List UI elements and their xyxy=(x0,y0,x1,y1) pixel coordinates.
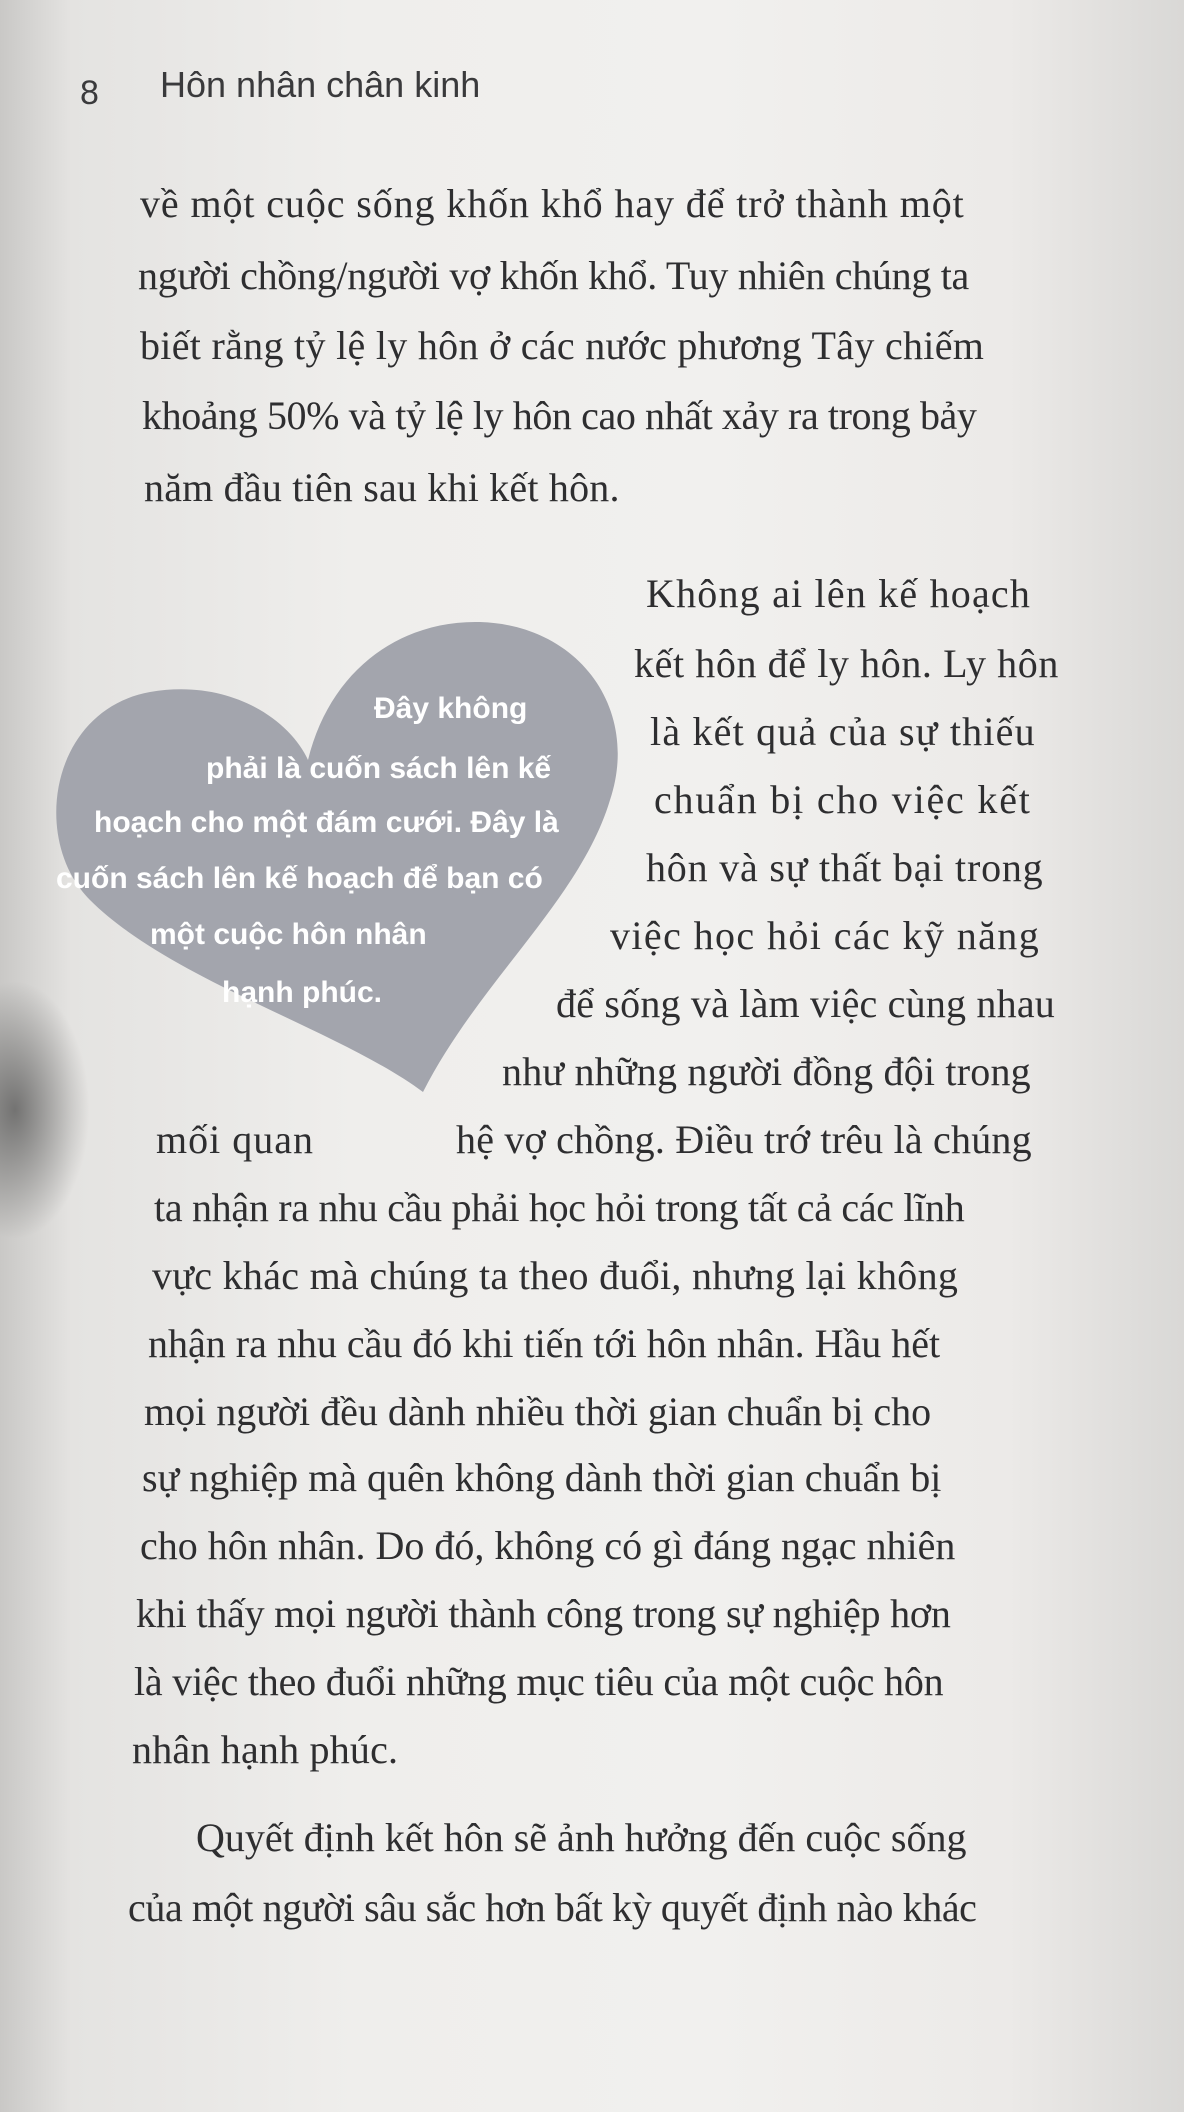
pullquote-line: hoạch cho một đám cưới. Đây là xyxy=(94,806,559,839)
body-line: nhân hạnh phúc. xyxy=(132,1727,399,1772)
body-line: hệ vợ chồng. Điều trớ trêu là chúng xyxy=(456,1117,1032,1162)
body-line: vực khác mà chúng ta theo đuổi, nhưng lại không xyxy=(152,1253,959,1298)
running-title: Hôn nhân chân kinh xyxy=(160,64,481,105)
body-line: kết hôn để ly hôn. Ly hôn xyxy=(634,641,1059,686)
body-line: mối quan xyxy=(156,1117,314,1162)
body-line: việc học hỏi các kỹ năng xyxy=(610,913,1041,958)
body-line: cho hôn nhân. Do đó, không có gì đáng ngạc nhiên xyxy=(140,1523,956,1568)
body-line: về một cuộc sống khốn khổ hay để trở thành một xyxy=(140,181,965,226)
body-line: hôn và sự thất bại trong xyxy=(646,845,1044,890)
body-line: người chồng/người vợ khốn khổ. Tuy nhiên chúng ta xyxy=(138,253,970,298)
body-line: của một người sâu sắc hơn bất kỳ quyết định nào khác xyxy=(128,1885,977,1930)
pullquote-line: hạnh phúc. xyxy=(222,976,382,1009)
page-number: 8 xyxy=(80,74,99,112)
body-line: Quyết định kết hôn sẽ ảnh hưởng đến cuộc sống xyxy=(196,1815,967,1860)
body-line: là việc theo đuổi những mục tiêu của một cuộc hôn xyxy=(134,1659,944,1704)
body-line: nhận ra nhu cầu đó khi tiến tới hôn nhân. Hầu hết xyxy=(148,1321,941,1366)
body-line: ta nhận ra nhu cầu phải học hỏi trong tất cả các lĩnh xyxy=(154,1185,965,1230)
body-line: như những người đồng đội trong xyxy=(502,1049,1031,1094)
pullquote-line: Đây không xyxy=(374,692,528,725)
body-line: khoảng 50% và tỷ lệ ly hôn cao nhất xảy ra trong bảy xyxy=(142,393,977,438)
body-line: để sống và làm việc cùng nhau xyxy=(556,981,1055,1026)
body-line: năm đầu tiên sau khi kết hôn. xyxy=(144,465,620,510)
body-line: là kết quả của sự thiếu xyxy=(650,709,1036,754)
pullquote-line: phải là cuốn sách lên kế xyxy=(206,752,552,785)
body-line: Không ai lên kế hoạch xyxy=(646,571,1032,616)
body-line: mọi người đều dành nhiều thời gian chuẩn bị cho xyxy=(144,1389,932,1434)
heart-pullquote-shape xyxy=(40,600,630,1100)
body-line: khi thấy mọi người thành công trong sự nghiệp hơn xyxy=(136,1591,951,1636)
pullquote-line: một cuộc hôn nhân xyxy=(150,918,427,951)
body-line: chuẩn bị cho việc kết xyxy=(654,777,1032,822)
body-line: sự nghiệp mà quên không dành thời gian chuẩn bị xyxy=(142,1455,942,1500)
pullquote-line: cuốn sách lên kế hoạch để bạn có xyxy=(56,862,543,895)
body-line: biết rằng tỷ lệ ly hôn ở các nước phương Tây chiếm xyxy=(140,323,985,368)
